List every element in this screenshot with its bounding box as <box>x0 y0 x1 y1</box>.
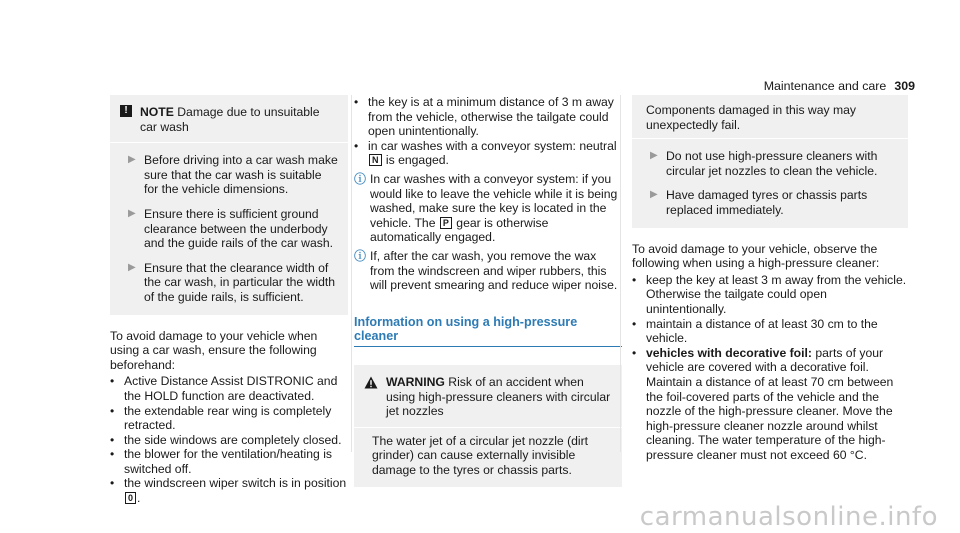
list-item: • in car washes with a conveyor system: neutral N is engaged. <box>354 138 617 168</box>
bullet-icon: • <box>110 403 115 418</box>
warning-title: Risk of an accident when using high-pressure cleaners with circular jet nozzles <box>386 374 611 419</box>
list-item: • the side windows are completely closed. <box>110 432 342 447</box>
arrow-right-icon: ▶ <box>128 261 136 273</box>
bullet-icon: • <box>632 345 637 360</box>
note-box <box>110 95 348 315</box>
note-step <box>110 143 348 197</box>
list-item: • Active Distance Assist DISTRONIC and the HOLD function are deactivated. <box>110 374 338 403</box>
warning-step-text: Do not use high-pressure cleaners with circular jet nozzles to clean the vehicle. <box>666 149 878 178</box>
warning-step-text: Have damaged tyres or chassis parts replaced immediately. <box>666 188 868 217</box>
note-step-text: Ensure that the clearance width of the car wash, in particular the width of the guide rails, is sufficient. <box>144 260 336 304</box>
note-label: NOTE <box>140 105 174 119</box>
warning-body-cont: Components damaged in this way may unexpectedly fail. <box>646 103 857 132</box>
page-header <box>764 79 915 94</box>
note-step <box>110 197 348 251</box>
list-item: • maintain a distance of at least 30 cm to the vehicle. <box>632 316 878 346</box>
note-step-text: Before driving into a car wash make sure that the car wash is suitable for the vehicle dimensions. <box>144 153 338 197</box>
wiper-position-symbol: 0 <box>125 492 136 504</box>
pressure-cleaner-intro: To avoid damage to your vehicle, observe the following when using a high-pressure cleaner: <box>632 241 880 271</box>
section-title: Information on using a high-pressure cleaner <box>354 315 622 347</box>
bullet-icon: • <box>110 447 115 462</box>
warning-icon <box>364 376 378 389</box>
bullet-icon: • <box>110 374 115 389</box>
note-step <box>110 251 348 315</box>
list-item: • the blower for the ventilation/heating is switched off. <box>110 447 332 476</box>
list-item: • the key is at a minimum distance of 3 m away from the vehicle, otherwise the tailgate could open unintentionally. <box>354 95 614 139</box>
warning-label: WARNING <box>386 374 445 389</box>
arrow-right-icon: ▶ <box>650 189 658 201</box>
bullet-icon: • <box>354 138 359 153</box>
pressure-cleaner-list <box>632 273 908 463</box>
warning-step <box>632 139 908 178</box>
exclamation-icon: ! <box>120 105 132 117</box>
list-item: • keep the key at least 3 m away from the vehicle. Otherwise the tailgate could open unintentionally. <box>632 272 907 316</box>
arrow-right-icon: ▶ <box>128 154 136 166</box>
header-title: Maintenance and care <box>763 79 887 93</box>
warning-box <box>354 365 622 488</box>
section-heading-wrap <box>354 315 622 347</box>
column-3 <box>632 95 908 462</box>
warning-step <box>632 178 908 227</box>
column-divider <box>620 95 621 452</box>
tip: ⓘ In car washes with a conveyor system: if you would like to leave the vehicle while it is being washed, make sure the key is located in the vehicle. The P gear is otherwise automatically engaged. <box>354 171 618 245</box>
warning-body: The water jet of a circular jet nozzle (dirt grinder) can cause externally invisible damage to the tyres or chassis parts. <box>372 433 589 477</box>
tip: ⓘ If, after the car wash, you remove the wax from the windscreen and wiper rubbers, this will prevent smearing and reduce wiper noise. <box>354 248 618 293</box>
list-item: • the windscreen wiper switch is in position 0 . <box>110 476 347 506</box>
car-wash-checklist <box>110 374 348 505</box>
note-step-text: Ensure there is sufficient ground clearance between the underbody and the guide rails of the car wash. <box>144 206 334 251</box>
warning-title-row <box>354 365 622 427</box>
park-gear-symbol: P <box>440 217 452 229</box>
watermark: carmanualsonline.info <box>639 502 938 533</box>
bullet-icon: • <box>354 95 359 109</box>
arrow-right-icon: ▶ <box>650 150 658 162</box>
warning-box-cont <box>632 95 908 228</box>
arrow-right-icon: ▶ <box>128 207 136 219</box>
bullet-icon: • <box>110 432 115 447</box>
column-2 <box>354 95 622 487</box>
car-wash-intro: To avoid damage to your vehicle when using a car wash, ensure the following beforehand: <box>110 328 318 372</box>
note-title-row <box>110 95 348 142</box>
info-icon: ⓘ <box>354 171 367 186</box>
info-icon: ⓘ <box>354 248 367 263</box>
page-number: 309 <box>894 79 915 93</box>
list-item: • the extendable rear wing is completely retracted. <box>110 403 332 433</box>
column-divider <box>351 95 352 452</box>
list-item: • vehicles with decorative foil: parts of your vehicle are covered with a decorative foil. Maintain a distance of at least 70 cm between the foil-covered parts of the vehicle and the nozzle of the high-pressure cleaner. Move the high-pressure cleaner nozzle around whilst cleaning. The water temperature of the high-pressure cleaner must not exceed 60 °C. <box>632 345 894 462</box>
column-1 <box>110 95 348 506</box>
bullet-icon: • <box>632 272 637 287</box>
car-wash-checklist-cont <box>354 95 622 168</box>
bullet-icon: • <box>632 316 637 331</box>
bullet-icon: • <box>110 476 115 491</box>
note-title: Damage due to unsuitable car wash <box>140 105 320 134</box>
neutral-gear-symbol: N <box>369 154 382 166</box>
